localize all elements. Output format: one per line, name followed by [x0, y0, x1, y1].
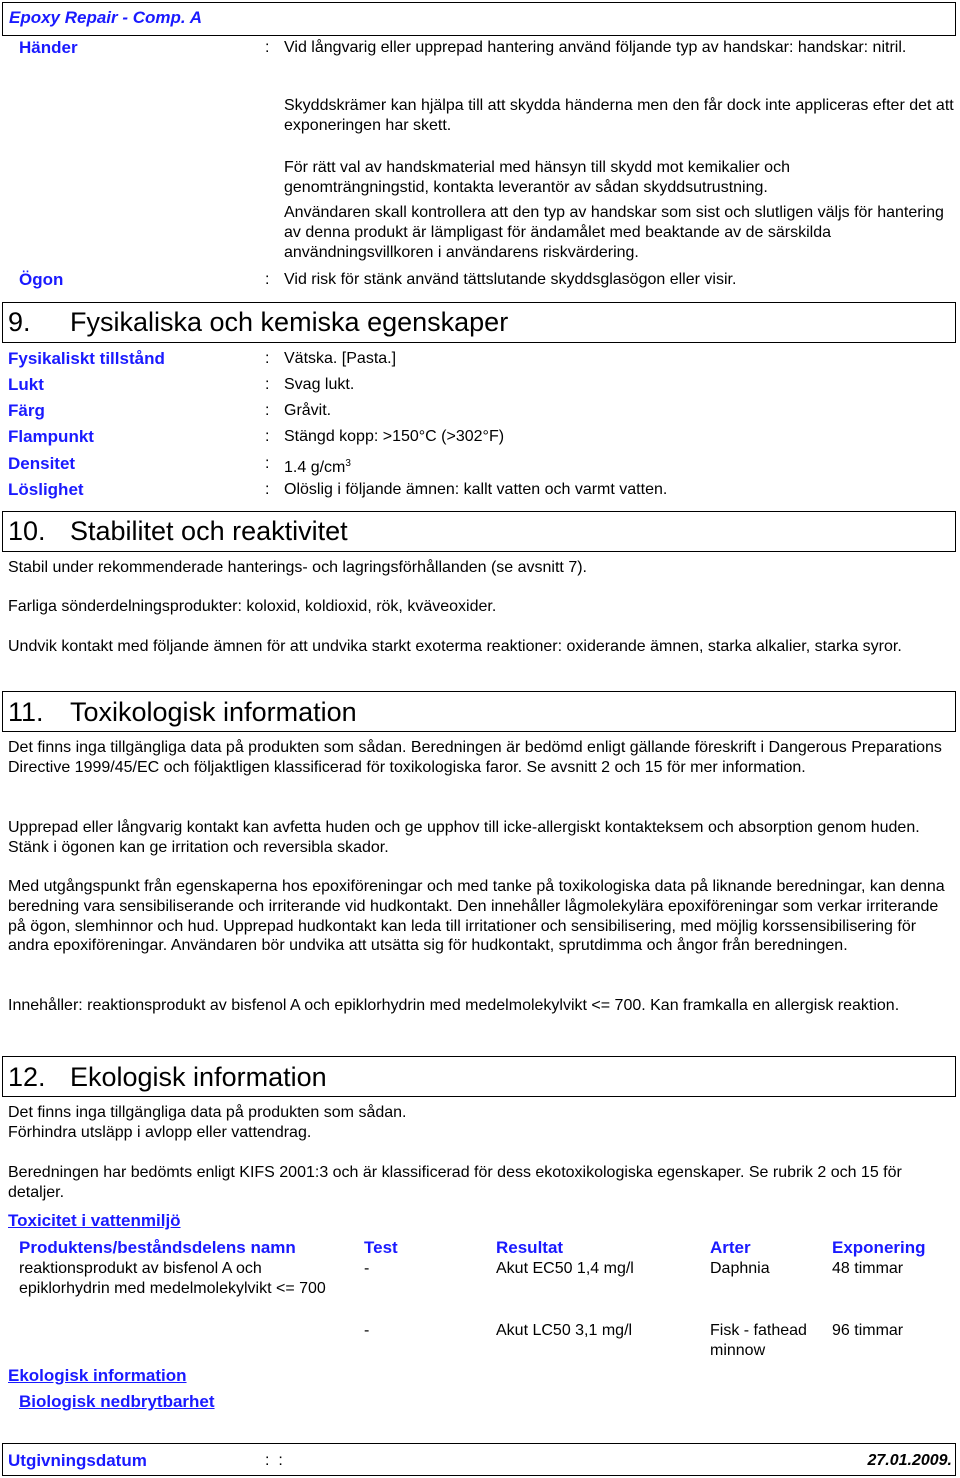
section-12-title: [8, 1061, 327, 1093]
density-value: 1.4 g/cm: [284, 459, 346, 476]
section-12-number: 12.: [8, 1062, 46, 1092]
prop-colon-flashpoint: :: [265, 428, 270, 445]
prop-colon-density: :: [265, 455, 270, 472]
prop-colon-solubility: :: [265, 481, 270, 498]
prop-label-state: Fysikaliskt tillstånd: [8, 349, 165, 368]
eyes-label: Ögon: [19, 270, 64, 289]
section-11-text-3: Med utgångspunkt från egenskaperna hos epoxiföreningar och med tanke på toxikologiska data på liknande beredningar, kan denna beredning vara sensibiliserande och irriterande vid hudkontakt. Den innehåller lågmolekylära epoxiföreningar som verkar irriterande på ögon, slemhinnor och hud. Upprepad hudkontakt kan leda till irritationer och sensibilisering, med möjlig korssensibilisering för andra epoxiföreningar. Användaren bör undvika att utsätta sig för hudkontakt, sprutdimma och ångor från beredningen.: [8, 878, 945, 955]
section-9-title-text: Fysikaliska och kemiska egenskaper: [70, 307, 509, 337]
section-10-text-3: Undvik kontakt med följande ämnen för att undvika starkt exoterma reaktioner: oxiderande ämnen, starka alkalier, starka syror.: [8, 638, 902, 655]
prop-label-solubility: Löslighet: [8, 480, 84, 499]
table-row-1-species: Daphnia: [710, 1260, 770, 1277]
prop-label-density: Densitet: [8, 454, 76, 473]
table-row-1-test: -: [364, 1260, 370, 1277]
section-10-text-1: Stabil under rekommenderade hanterings- och lagringsförhållanden (se avsnitt 7).: [8, 559, 587, 576]
section-11-number: 11.: [8, 697, 44, 727]
section-12-text-1b: Förhindra utsläpp i avlopp eller vattendrag.: [8, 1124, 312, 1141]
table-row-2-test: -: [364, 1322, 370, 1339]
table-cell-component: reaktionsprodukt av bisfenol A och epiklorhydrin med medelmolekylvikt <= 700: [19, 1260, 326, 1297]
section-9-title: [8, 306, 508, 338]
hands-text-3: För rätt val av handskmaterial med hänsyn till skydd mot kemikalier och genomträngningstid, kontakta leverantör av sådan skyddsutrustning.: [284, 159, 790, 196]
footer-colons: : :: [265, 1452, 283, 1469]
prop-value-color: Gråvit.: [284, 402, 332, 419]
toxicity-link[interactable]: Toxicitet i vattenmiljö: [8, 1211, 181, 1230]
section-12-title-text: Ekologisk information: [70, 1062, 327, 1092]
table-header-species: Arter: [710, 1238, 751, 1257]
section-9-number: 9.: [8, 307, 31, 337]
section-11-title-text: Toxikologisk information: [70, 697, 357, 727]
section-10-text-2: Farliga sönderdelningsprodukter: koloxid, koldioxid, rök, kväveoxider.: [8, 598, 497, 615]
prop-value-flashpoint: Stängd kopp: >150°C (>302°F): [284, 428, 505, 445]
eyes-colon: :: [265, 271, 270, 288]
section-11-text-1: Det finns inga tillgängliga data på produkten som sådan. Beredningen är bedömd enligt gällande föreskrift i Dangerous Preparations Directive 1999/45/EC och följaktligen klassificerad för toxikologiska faror. Se avsnitt 2 och 15 för mer information.: [8, 739, 942, 776]
table-row-2-species: Fisk - fathead minnow: [710, 1322, 807, 1359]
hands-text-2: Skyddskrämer kan hjälpa till att skydda händerna men den får dock inte appliceras efter det att exponeringen har skett.: [284, 97, 954, 134]
eyes-text: Vid risk för stänk använd tättslutande skyddsglasögon eller visir.: [284, 271, 737, 288]
table-row-1-exposure: 48 timmar: [832, 1260, 904, 1277]
table-row-1-result: Akut EC50 1,4 mg/l: [496, 1260, 634, 1277]
table-header-exposure: Exponering: [832, 1238, 926, 1257]
prop-value-state: Vätska. [Pasta.]: [284, 350, 397, 367]
prop-value-solubility: Olöslig i följande ämnen: kallt vatten och varmt vatten.: [284, 481, 668, 498]
section-12-text-2: Beredningen har bedömts enligt KIFS 2001:3 och är klassificerad för dess ekotoxikologiska egenskaper. Se rubrik 2 och 15 för detaljer.: [8, 1164, 902, 1201]
density-exponent: 3: [345, 458, 351, 469]
table-row-2-exposure: 96 timmar: [832, 1322, 904, 1339]
hands-text-4: Användaren skall kontrollera att den typ av handskar som sist och slutligen väljs för hantering av denna produkt är lämpligast för ändamålet med beaktande av de särskilda användningsvillkoren i användarens riskvärdering.: [284, 204, 944, 261]
section-10-number: 10.: [8, 516, 46, 546]
prop-colon-odor: :: [265, 376, 270, 393]
prop-label-odor: Lukt: [8, 375, 44, 394]
hands-colon: :: [265, 39, 270, 56]
product-name: Epoxy Repair - Comp. A: [9, 8, 203, 27]
prop-value-odor: Svag lukt.: [284, 376, 355, 393]
prop-label-color: Färg: [8, 401, 45, 420]
section-10-title-text: Stabilitet och reaktivitet: [70, 516, 348, 546]
table-header-test: Test: [364, 1238, 398, 1257]
prop-colon-state: :: [265, 350, 270, 367]
footer-date: 27.01.2009.: [867, 1452, 952, 1469]
biodegradability-link[interactable]: Biologisk nedbrytbarhet: [19, 1392, 215, 1411]
prop-label-flashpoint: Flampunkt: [8, 427, 94, 446]
section-11-text-4: Innehåller: reaktionsprodukt av bisfenol A och epiklorhydrin med medelmolekylvikt <= 700. Kan framkalla en allergisk reaktion.: [8, 997, 900, 1014]
section-12-text-1a: Det finns inga tillgängliga data på produkten som sådan.: [8, 1104, 407, 1121]
footer-label: Utgivningsdatum: [8, 1451, 147, 1470]
table-header-result: Resultat: [496, 1238, 564, 1257]
section-10-title: [8, 515, 348, 547]
section-11-text-2: Upprepad eller långvarig kontakt kan avfetta huden och ge upphov till icke-allergiskt kontakteksem och absorption genom huden. Stänk i ögonen kan ge irritation och reversibla skador.: [8, 819, 920, 856]
prop-colon-color: :: [265, 402, 270, 419]
prop-value-density: [284, 454, 351, 478]
section-11-title: [8, 696, 357, 728]
table-header-component: Produktens/beståndsdelens namn: [19, 1238, 296, 1257]
eco-info-link[interactable]: Ekologisk information: [8, 1366, 187, 1385]
hands-label: Händer: [19, 38, 78, 57]
table-row-2-result: Akut LC50 3,1 mg/l: [496, 1322, 633, 1339]
hands-text-1: Vid långvarig eller upprepad hantering använd följande typ av handskar: handskar: nitril.: [284, 39, 907, 56]
